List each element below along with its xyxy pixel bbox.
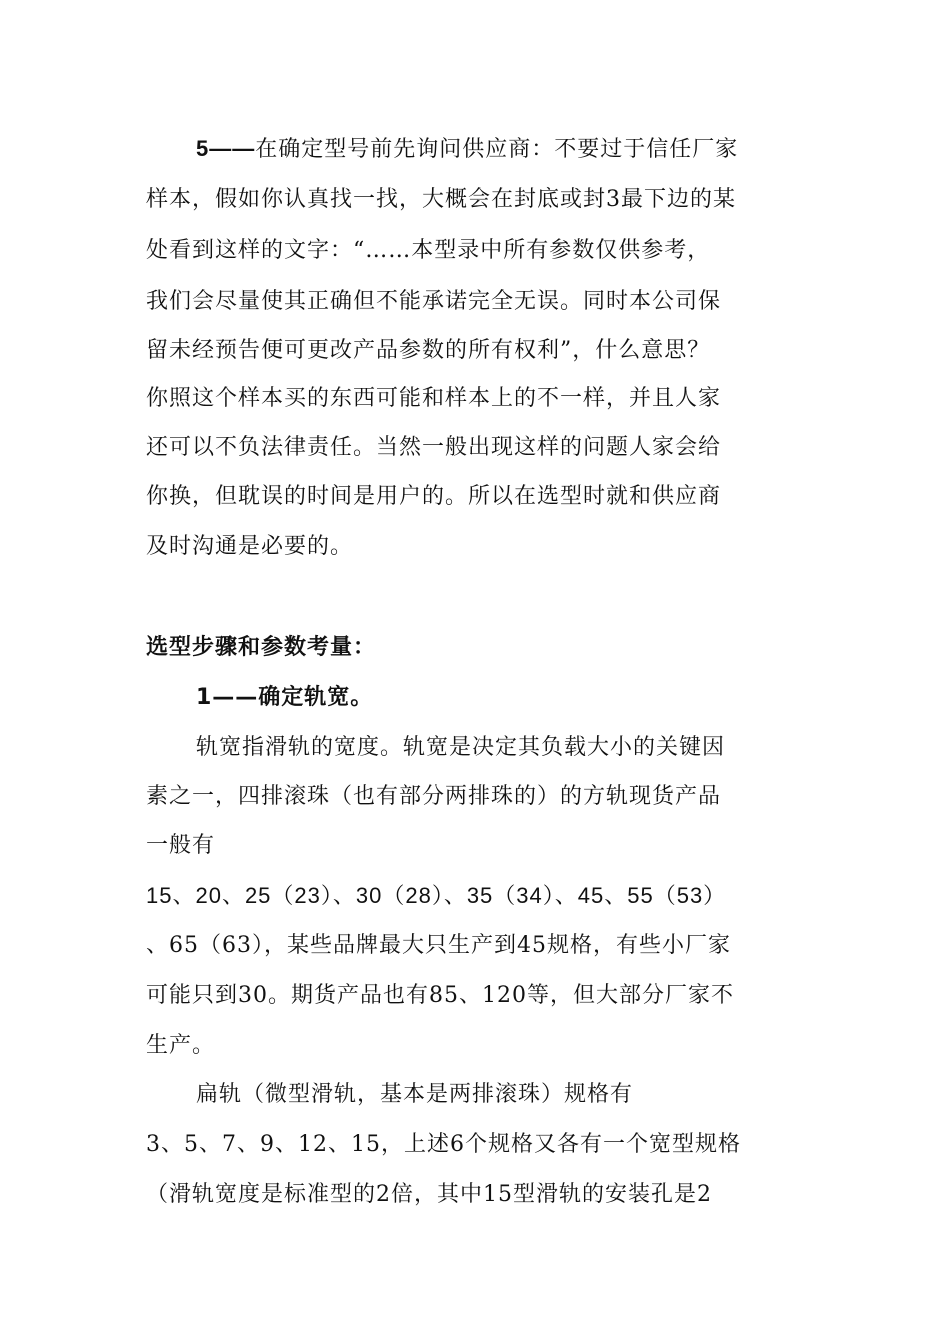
para-2-line-3: （滑轨宽度是标准型的2倍，其中15型滑轨的安装孔是2 [146,1182,712,1207]
paragraph-5-line-6: 你照这个样本买的东西可能和样本上的不一样，并且人家 [146,386,722,411]
para-1-line-3: 一般有 [146,833,216,858]
paragraph-5-line-5: 留未经预告便可更改产品参数的所有权利”，什么意思？ [146,338,711,363]
para-2-line-1: 扁轨（微型滑轨，基本是两排滚珠）规格有 [196,1082,634,1107]
paragraph-5-line-4: 我们会尽量使其正确但不能承诺完全无误。同时本公司保 [146,289,722,314]
para-1-line-7: 生产。 [146,1033,216,1058]
paragraph-5-number: 5—— [196,136,256,161]
para-1-line-1: 轨宽指滑轨的宽度。轨宽是决定其负载大小的关键因 [196,735,726,760]
section-heading: 选型步骤和参数考量： [146,635,377,660]
para-1-line-6: 可能只到30。期货产品也有85、120等，但大部分厂家不 [146,983,734,1008]
paragraph-5-line-3: 处看到这样的文字：“……本型录中所有参数仅供参考， [146,238,711,263]
paragraph-5-line-7: 还可以不负法律责任。当然一般出现这样的问题人家会给 [146,435,722,460]
paragraph-5-text: 在确定型号前先询问供应商：不要过于信任厂家 [255,137,739,162]
para-1-line-4: 15、20、25（23）、30（28）、35（34）、45、55（53） [146,883,727,908]
paragraph-5-line-8: 你换，但耽误的时间是用户的。所以在选型时就和供应商 [146,484,722,509]
para-2-line-2: 3、5、7、9、12、15，上述6个规格又各有一个宽型规格 [146,1132,741,1157]
step-1-heading: 1——确定轨宽。 [196,685,374,710]
paragraph-5-line-9: 及时沟通是必要的。 [146,534,354,559]
para-1-line-5: 、65（63），某些品牌最大只生产到45规格，有些小厂家 [146,933,731,958]
para-1-line-2: 素之一，四排滚珠（也有部分两排珠的）的方轨现货产品 [146,784,722,809]
paragraph-5-line-1 [196,134,738,165]
paragraph-5-line-2: 样本，假如你认真找一找，大概会在封底或封3最下边的某 [146,187,736,212]
